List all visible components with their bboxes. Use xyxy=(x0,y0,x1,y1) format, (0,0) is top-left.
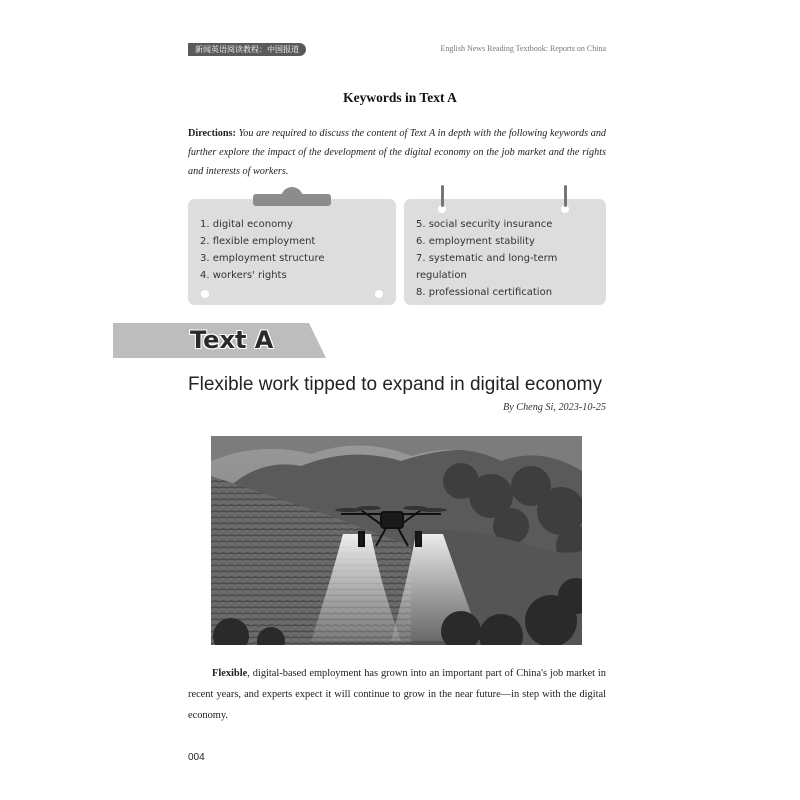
keyword-item: 4. workers' rights xyxy=(200,270,287,281)
ring-decoration xyxy=(564,185,567,207)
section-tag: 新闻英语阅读教程：中国报道 xyxy=(188,43,306,56)
section-banner-title: Text A xyxy=(190,326,274,354)
hole-decoration xyxy=(201,290,209,298)
keyword-list-right xyxy=(416,216,606,301)
clip-decoration xyxy=(253,194,331,206)
keywords-title: Keywords in Text A xyxy=(343,90,457,105)
keywords-panel-right xyxy=(404,199,606,305)
article-byline: By Cheng Si, 2023-10-25 xyxy=(503,402,606,413)
page-number: 004 xyxy=(188,752,205,763)
hole-decoration xyxy=(375,290,383,298)
keyword-item: 1. digital economy xyxy=(200,219,293,230)
directions-label: Directions: xyxy=(188,128,236,139)
keyword-item: 7. systematic and long-term regulation xyxy=(416,253,558,281)
article-headline: Flexible work tipped to expand in digital economy xyxy=(188,374,603,395)
directions-text: You are required to discuss the content of Text A in depth with the following keywords and further explore the impact of the development of the digital economy on the job market and the rights and interests of workers. xyxy=(188,128,607,177)
running-header: English News Reading Textbook: Reports on China xyxy=(440,44,606,53)
body-text: , digital-based employment has grown into an important part of China's job market in recent years, and experts expect it will continue to grow in the near future—in step with the digital economy. xyxy=(188,668,606,721)
keyword-item: 6. employment stability xyxy=(416,236,535,247)
keywords-panel-left xyxy=(188,199,396,305)
lead-word: Flexible xyxy=(212,668,248,679)
agricultural-drone-photo xyxy=(211,436,582,645)
keyword-item: 5. social security insurance xyxy=(416,219,553,230)
keyword-item: 8. professional certification xyxy=(416,287,553,298)
keyword-item: 2. flexible employment xyxy=(200,236,316,247)
directions-paragraph xyxy=(188,124,606,181)
keyword-list-left xyxy=(200,216,325,284)
ring-decoration xyxy=(441,185,444,207)
keyword-item: 3. employment structure xyxy=(200,253,325,264)
article-body-paragraph xyxy=(188,663,606,726)
